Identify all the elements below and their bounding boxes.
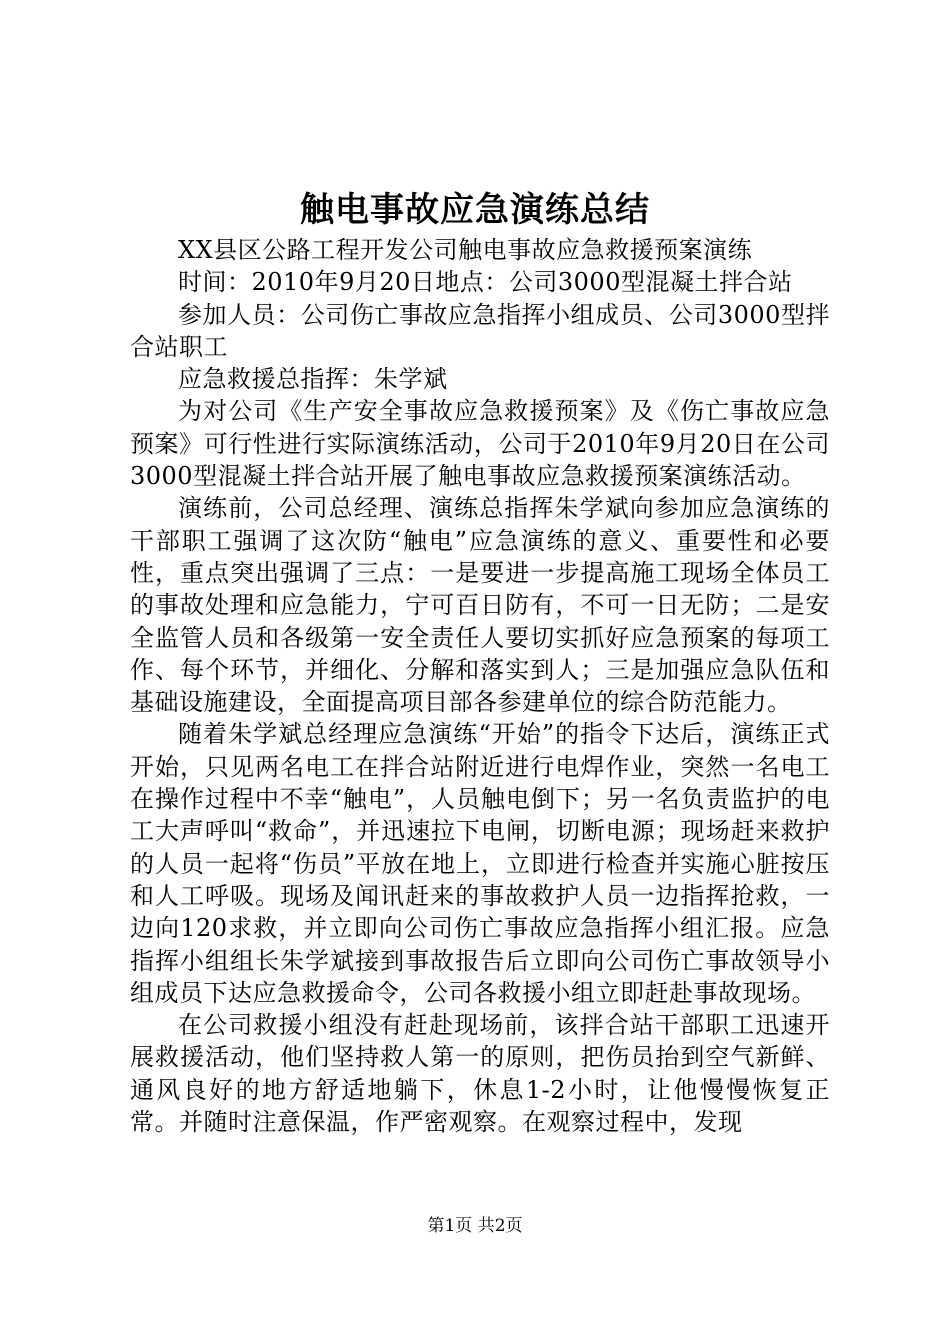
paragraph-heading-line: XX县区公路工程开发公司触电事故应急救援预案演练 (178, 236, 753, 264)
document-body (130, 234, 830, 1138)
paragraph-before-drill: 演练前，公司总经理、演练总指挥朱学斌向参加应急演练的干部职工强调了这次防“触电”应急演练的意义、重要性和必要性，重点突出强调了三点：一是要进一步提高施工现场全体员工的事故处理和应急能力，宁可百日防有，不可一日无防；二是安全监管人员和各级第一安全责任人要切实抓好应急预案的每项工作、每个环节，并细化、分解和落实到人；三是加强应急队伍和基础设施建设，全面提高项目部各参建单位的综合防范能力。 (130, 494, 830, 717)
document-title: 触电事故应急演练总结 (300, 190, 650, 230)
paragraph-rescue: 在公司救援小组没有赶赴现场前，该拌合站干部职工迅速开展救援活动，他们坚持救人第一的原则，把伤员抬到空气新鲜、通风良好的地方舒适地躺下，休息1-2小时，让他慢慢恢复正常。并随时注意保温，作严密观察。在观察过程中，发现 (130, 1011, 830, 1137)
page-number-footer: 第1页 共2页 (427, 1216, 523, 1236)
paragraph-participants: 参加人员：公司伤亡事故应急指挥小组成员、公司3000型拌合站职工 (130, 300, 830, 361)
paragraph-drill-start: 随着朱学斌总经理应急演练“开始”的指令下达后，演练正式开始，只见两名电工在拌合站附近进行电焊作业，突然一名电工在操作过程中不幸“触电”，人员触电倒下；另一名负责监护的电工大声呼叫“救命”，并迅速拉下电闸，切断电源；现场赶来救护的人员一起将“伤员”平放在地上，立即进行检查并实施心脏按压和人工呼吸。现场及闻讯赶来的事故救护人员一边指挥抢救，一边向120求救，并立即向公司伤亡事故应急指挥小组汇报。应急指挥小组组长朱学斌接到事故报告后立即向公司伤亡事故领导小组成员下达应急救援命令，公司各救援小组立即赶赴事故现场。 (130, 720, 830, 1007)
paragraph-commander: 应急救援总指挥：朱学斌 (178, 365, 448, 394)
paragraph-purpose: 为对公司《生产安全事故应急救援预案》及《伤亡事故应急预案》可行性进行实际演练活动，公司于2010年9月20日在公司3000型混凝土拌合站开展了触电事故应急救援预案演练活动。 (130, 397, 830, 491)
paragraph-time-location: 时间：2010年9月20日地点：公司3000型混凝土拌合站 (178, 268, 793, 297)
